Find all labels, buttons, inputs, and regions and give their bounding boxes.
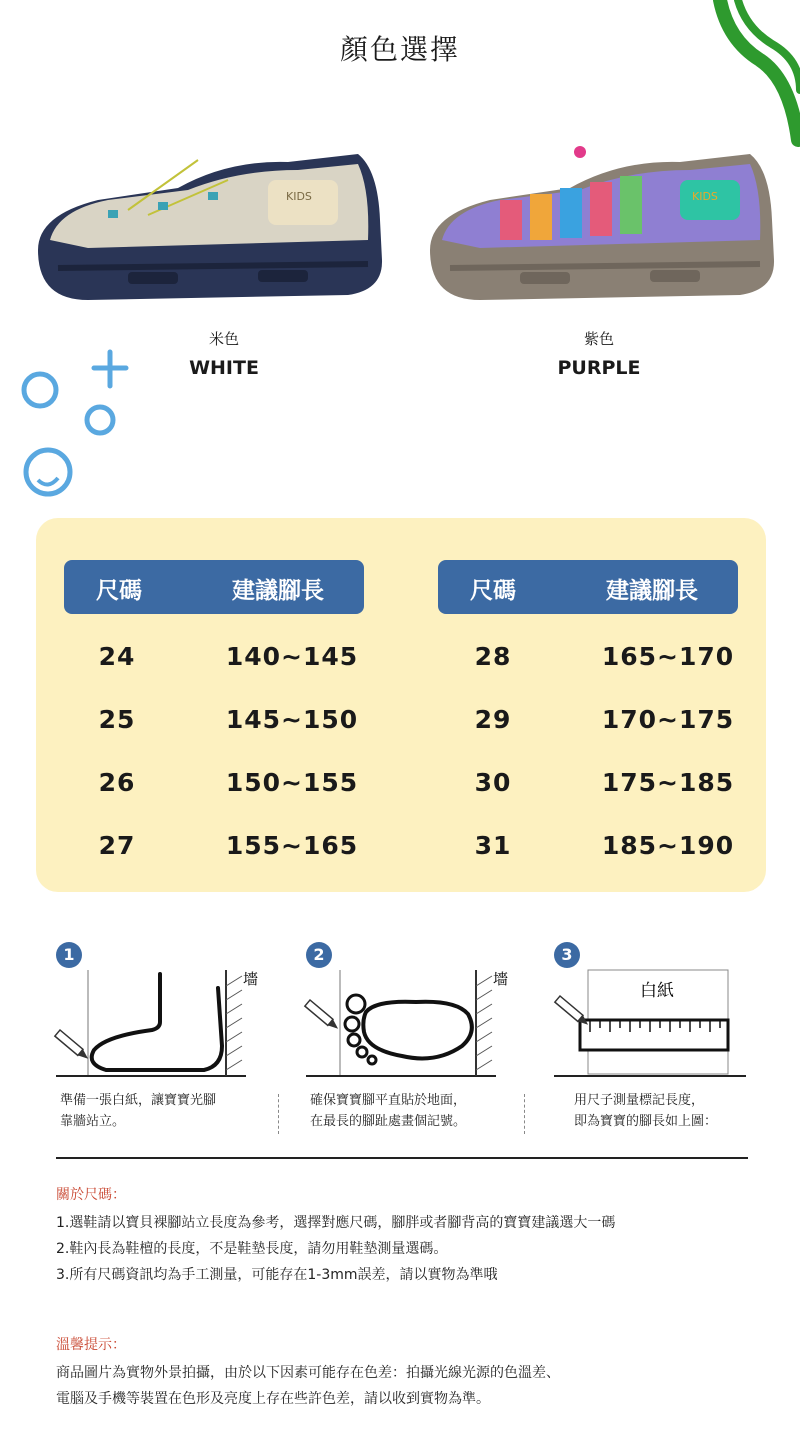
foot-length-value: 140~145 — [225, 642, 359, 671]
size-table-header — [64, 560, 364, 614]
pencil-icon — [555, 996, 591, 1028]
foot-length-value: 150~155 — [225, 768, 359, 797]
size-value: 30 — [474, 768, 512, 797]
size-notes-title: 關於尺碼： — [56, 1187, 126, 1203]
purple-sandal-image — [420, 140, 780, 310]
shoe-badge-text: KIDS — [286, 190, 312, 203]
green-crayon-stroke — [680, 0, 800, 150]
step-2 — [306, 940, 526, 1129]
size-value: 24 — [98, 642, 136, 671]
step-divider — [278, 1094, 279, 1134]
section-divider — [56, 1157, 748, 1159]
size-row — [72, 831, 402, 871]
size-value: 27 — [98, 831, 136, 860]
foot-length-value: 170~175 — [601, 705, 735, 734]
blue-doodle-decoration — [18, 350, 138, 510]
foot-length-value: 185~190 — [601, 831, 735, 860]
tips-title: 溫馨提示： — [56, 1337, 126, 1353]
header-size: 尺碼 — [470, 578, 516, 604]
white-paper-label: 白紙 — [640, 981, 674, 1001]
size-row — [72, 768, 402, 808]
size-row — [448, 705, 778, 745]
color-label-cn: 米色 — [208, 330, 239, 348]
color-label-en: WHITE — [189, 357, 259, 379]
step-1 — [56, 940, 276, 1129]
foot-length-value: 165~170 — [601, 642, 735, 671]
page-title: 顏色選擇 — [339, 33, 460, 66]
tips — [56, 1334, 560, 1408]
size-value: 28 — [474, 642, 512, 671]
pencil-icon — [55, 1030, 91, 1062]
wall-label: 墻 — [493, 970, 509, 988]
size-chart-panel — [36, 518, 766, 892]
size-table-header — [438, 560, 738, 614]
size-notes — [56, 1184, 615, 1284]
foot-top-view-illustration — [306, 966, 509, 1078]
pencil-icon — [305, 1000, 341, 1032]
wall-label: 墻 — [243, 970, 259, 988]
header-length: 建議腳長 — [232, 578, 324, 604]
size-row — [448, 768, 778, 808]
foot-length-value: 145~150 — [225, 705, 359, 734]
color-label-en: PURPLE — [557, 357, 641, 379]
foot-length-value: 155~165 — [225, 831, 359, 860]
step-divider — [524, 1094, 525, 1134]
step-description: 用尺子測量標記長度， 即為寶寶的腳長如上圖： — [574, 1093, 718, 1129]
size-row — [448, 642, 778, 682]
measurement-steps — [56, 940, 746, 1129]
step-description: 確保寶寶腳平直貼於地面， 在最長的腳趾處畫個記號。 — [310, 1093, 467, 1129]
shoe-badge-text: KIDS — [692, 190, 718, 203]
size-note-line: 1.選鞋請以寶貝裸腳站立長度為參考，選擇對應尺碼，腳胖或者腳背高的寶寶建議選大一碼 — [56, 1215, 616, 1231]
step-description: 準備一張白紙，讓寶寶光腳 靠牆站立。 — [60, 1093, 217, 1129]
color-label-cn: 紫色 — [583, 330, 614, 348]
size-row — [72, 642, 402, 682]
size-value: 29 — [474, 705, 512, 734]
header-length: 建議腳長 — [606, 578, 698, 604]
size-value: 26 — [98, 768, 136, 797]
size-note-line: 3.所有尺碼資訊均為手工測量，可能存在1-3mm誤差，請以實物為準哦 — [56, 1267, 498, 1283]
foot-length-value: 175~185 — [601, 768, 735, 797]
step-number: 1 — [56, 942, 82, 968]
ruler-measure-illustration — [554, 966, 746, 1078]
header-size: 尺碼 — [96, 578, 142, 604]
size-row — [448, 831, 778, 871]
size-value: 31 — [474, 831, 512, 860]
size-row — [72, 705, 402, 745]
step-number: 3 — [554, 942, 580, 968]
tip-line: 電腦及手機等裝置在色形及亮度上存在些許色差，請以收到實物為準。 — [56, 1391, 490, 1407]
white-sandal-image — [28, 140, 388, 310]
size-note-line: 2.鞋內長為鞋檀的長度，不是鞋墊長度，請勿用鞋墊測量選碼。 — [56, 1241, 448, 1257]
step-3 — [554, 940, 774, 1129]
tip-line: 商品圖片為實物外景拍攝，由於以下因素可能存在色差：拍攝光線光源的色溫差、 — [56, 1365, 560, 1381]
step-number: 2 — [306, 942, 332, 968]
foot-against-wall-illustration — [56, 966, 259, 1078]
size-value: 25 — [98, 705, 136, 734]
